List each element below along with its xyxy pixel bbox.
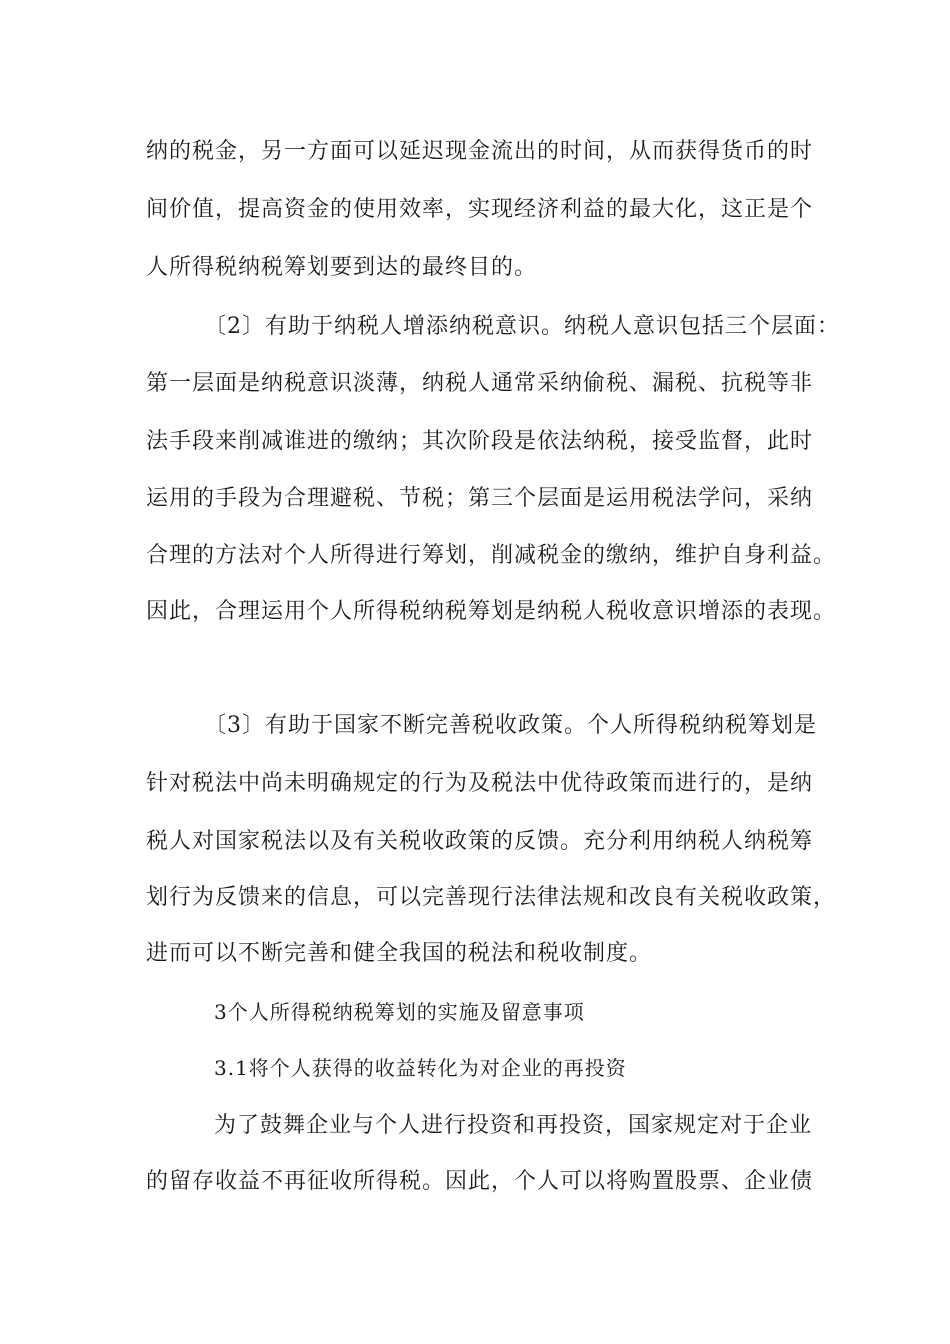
paragraph-3-line-4: 划行为反馈来的信息，可以完善现行法律法规和改良有关税收政策， [146, 885, 837, 910]
paragraph-1-line-2: 间价值，提高资金的使用效率，实现经济利益的最大化，这正是个 [146, 197, 814, 222]
paragraph-2-line-4: 运用的手段为合理避税、节税；第三个层面是运用税法学问，采纳 [146, 486, 814, 511]
paragraph-3-line-1: 〔3〕有助于国家不断完善税收政策。个人所得税纳税筹划是 [204, 713, 817, 738]
paragraph-1-line-1: 纳的税金，另一方面可以延迟现金流出的时间，从而获得货币的时 [146, 139, 814, 164]
paragraph-3-line-3: 税人对国家税法以及有关税收政策的反馈。充分利用纳税人纳税筹 [146, 829, 814, 854]
section-heading-3-1: 3.1将个人获得的收益转化为对企业的再投资 [214, 1056, 627, 1080]
paragraph-2-line-1: 〔2〕有助于纳税人增添纳税意识。纳税人意识包括三个层面： [204, 314, 840, 339]
section-heading-3: 3个人所得税纳税筹划的实施及留意事项 [214, 1000, 585, 1024]
paragraph-4-line-1: 为了鼓舞企业与个人进行投资和再投资，国家规定对于企业 [214, 1113, 813, 1138]
paragraph-4-line-2: 的留存收益不再征收所得税。因此，个人可以将购置股票、企业债 [146, 1169, 814, 1194]
paragraph-2-line-6: 因此，合理运用个人所得税纳税筹划是纳税人税收意识增添的表现。 [146, 599, 837, 624]
paragraph-1-line-3: 人所得税纳税筹划要到达的最终目的。 [146, 255, 538, 280]
paragraph-2-line-3: 法手段来削减谁进的缴纳；其次阶段是依法纳税，接受监督，此时 [146, 429, 814, 454]
paragraph-3-line-5: 进而可以不断完善和健全我国的税法和税收制度。 [146, 941, 653, 966]
paragraph-2-line-5: 合理的方法对个人所得进行筹划，削减税金的缴纳，维护自身利益。 [146, 543, 837, 568]
paragraph-3-line-2: 针对税法中尚未明确规定的行为及税法中优待政策而进行的，是纳 [146, 771, 814, 796]
paragraph-2-line-2: 第一层面是纳税意识淡薄，纳税人通常采纳偷税、漏税、抗税等非 [146, 371, 814, 396]
